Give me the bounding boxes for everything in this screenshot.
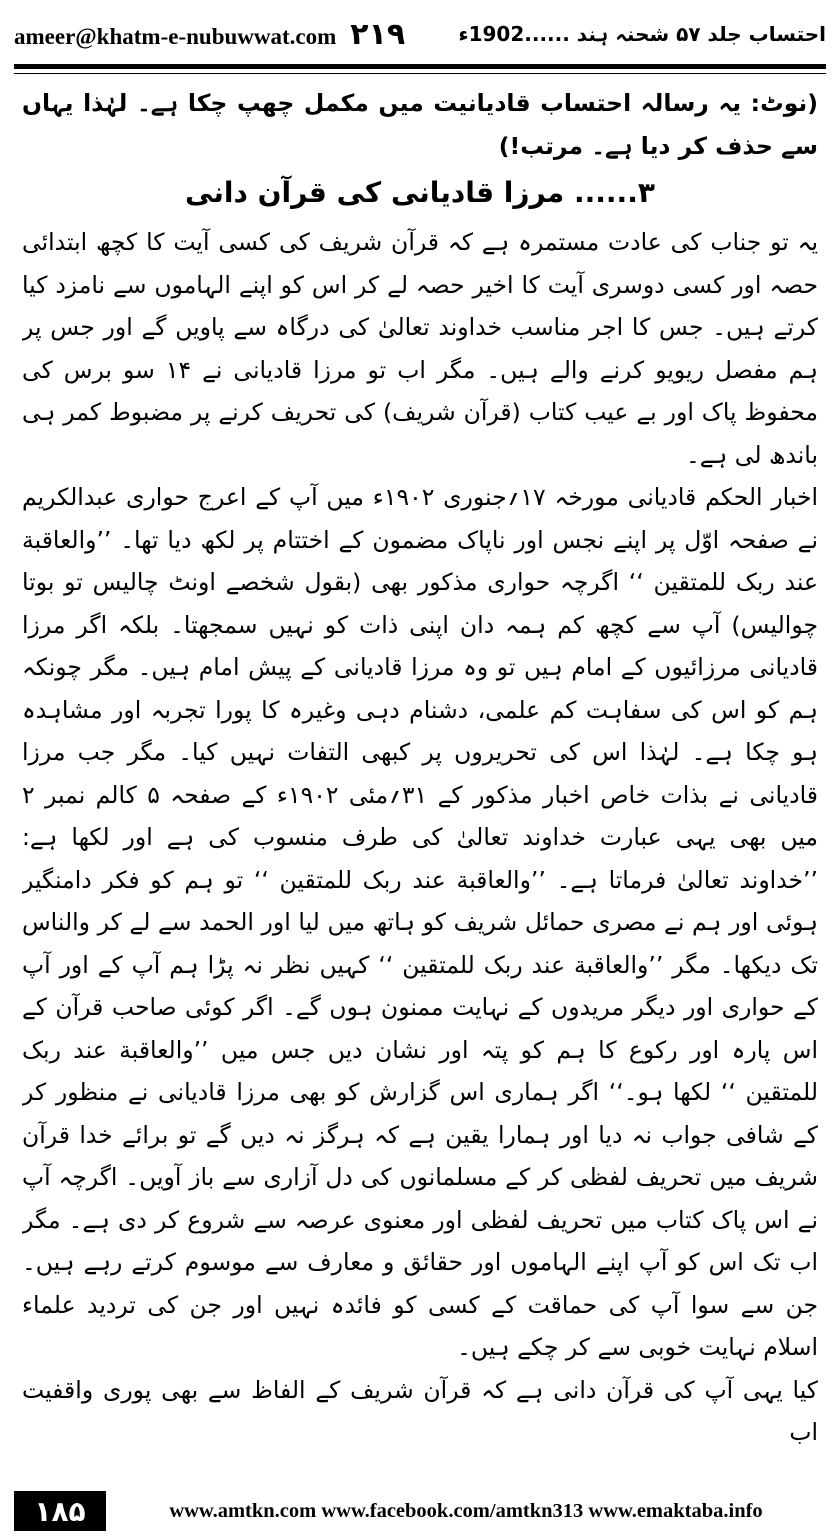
page-header bbox=[14, 8, 826, 60]
section-heading: ۳...... مرزا قادیانی کی قرآن دانی bbox=[185, 176, 655, 209]
paragraph-2: اخبار الحکم قادیانی مورخہ ۱۷؍جنوری ۱۹۰۲ء میں آپ کے اعرج حواری عبدالکریم نے صفحہ اوّل پر اپنے نجس اور ناپاک مضمون کے اختتام پر لکھ دیا تھا۔ ’’والعاقبة عند ربک للمتقین ‘‘ اگرچہ حواری مذکور بھی (بقول شخصے اونٹ چالیس تو بوتا چوالیس) آپ سے کچھ کم ہمہ دان اپنی ذات کو نہیں سمجھتا۔ بلکہ اگر مرزا قادیانی مرزائیوں کے امام ہیں تو وہ مرزا قادیانی کے پیش امام ہیں۔ مگر چونکہ ہم کو اس کی سفاہت کم علمی، دشنام دہی وغیرہ کا پورا تجربہ اور مشاہدہ ہو چکا ہے۔ لہٰذا اس کی تحریروں پر کبھی التفات نہیں کیا۔ مگر جب مرزا قادیانی نے بذات خاص اخبار مذکور کے ۳۱؍مئی ۱۹۰۲ء کے صفحہ ۵ کالم نمبر ۲ میں بھی یہی عبارت خداوند تعالیٰ کی طرف منسوب کی ہے اور لکھا ہے: ’’خداوند تعالیٰ فرماتا ہے۔ ’’والعاقبة عند ربک للمتقین ‘‘ تو ہم کو فکر دامنگیر ہوئی اور ہم نے مصری حمائل شریف کو ہاتھ میں لیا اور الحمد سے لے کر والناس تک دیکھا۔ مگر ’’والعاقبة عند ربک للمتقین ‘‘ کہیں نظر نہ پڑا ہم آپ کے اور آپ کے حواری اور دیگر مریدوں کے نہایت ممنون ہوں گے۔ اگر کوئی صاحب قرآن کے اس پارہ اور رکوع کا ہم کو پتہ اور نشان دیں جس میں ’’والعاقبة عند ربک للمتقین ‘‘ لکھا ہو۔‘‘ اگر ہماری اس گزارش کو بھی مرزا قادیانی نے منظور کر کے شافی جواب نہ دیا اور ہمارا یقین ہے کہ ہرگز نہ دیں گے تو برائے خدا قرآن شریف میں تحریف لفظی کر کے مسلمانوں کی دل آزاری سے باز آویں۔ اگرچہ آپ نے اس پاک کتاب میں تحریف لفظی اور معنوی عرصہ سے شروع کر دی ہے۔ مگر اب تک اس کو آپ اپنے الہاموں اور حقائق و معارف سے موسوم کرتے رہے ہیں۔ جن سے سوا آپ کی حماقت کے کسی کو فائدہ نہیں اور جن کی تردید علماء اسلام نہایت خوبی سے کر چکے ہیں۔ bbox=[22, 483, 818, 1361]
header-page-number: ۲۱۹ bbox=[350, 16, 406, 52]
header-book-info: احتساب جلد ۵۷ شحنہ ہند ......1902ء bbox=[458, 22, 826, 46]
paragraph-3: کیا یہی آپ کی قرآن دانی ہے کہ قرآن شریف کے الفاظ سے بھی پوری واقفیت اب bbox=[22, 1375, 818, 1446]
header-rule-thin bbox=[14, 73, 826, 74]
footer-urls[interactable]: www.amtkn.com www.facebook.com/amtkn313 www.emaktaba.info bbox=[169, 1499, 763, 1522]
header-email[interactable]: ameer@khatm-e-nubuwwat.com bbox=[14, 23, 337, 49]
header-rule-thick bbox=[14, 64, 826, 69]
header-left bbox=[14, 17, 405, 52]
editor-note: (نوٹ: یہ رسالہ احتساب قادیانیت میں مکمل چھپ چکا ہے۔ لہٰذا یہاں سے حذف کر دیا ہے۔ مرتب!) bbox=[22, 89, 818, 160]
page-footer bbox=[14, 1488, 826, 1534]
paragraph-1: یہ تو جناب کی عادت مستمرہ ہے کہ قرآن شریف کی کسی آیت کا کچھ ابتدائی حصہ اور کسی دوسری آیت کا اخیر حصہ لے کر اس کو اپنے الہاموں سے نامزد کیا کرتے ہیں۔ جس کا اجر مناسب خداوند تعالیٰ کی درگاہ سے پاویں گے اور جس پر ہم مفصل ریویو کرنے والے ہیں۔ مگر اب تو مرزا قادیانی نے ۱۴ سو برس کی محفوظ پاک اور بے عیب کتاب (قرآن شریف) کی تحریف کرنے پر مضبوط کمر ہی باندھ لی ہے۔ bbox=[22, 228, 818, 469]
page-content bbox=[22, 82, 818, 1470]
footer-page-number: ۱۸۵ bbox=[14, 1491, 106, 1531]
